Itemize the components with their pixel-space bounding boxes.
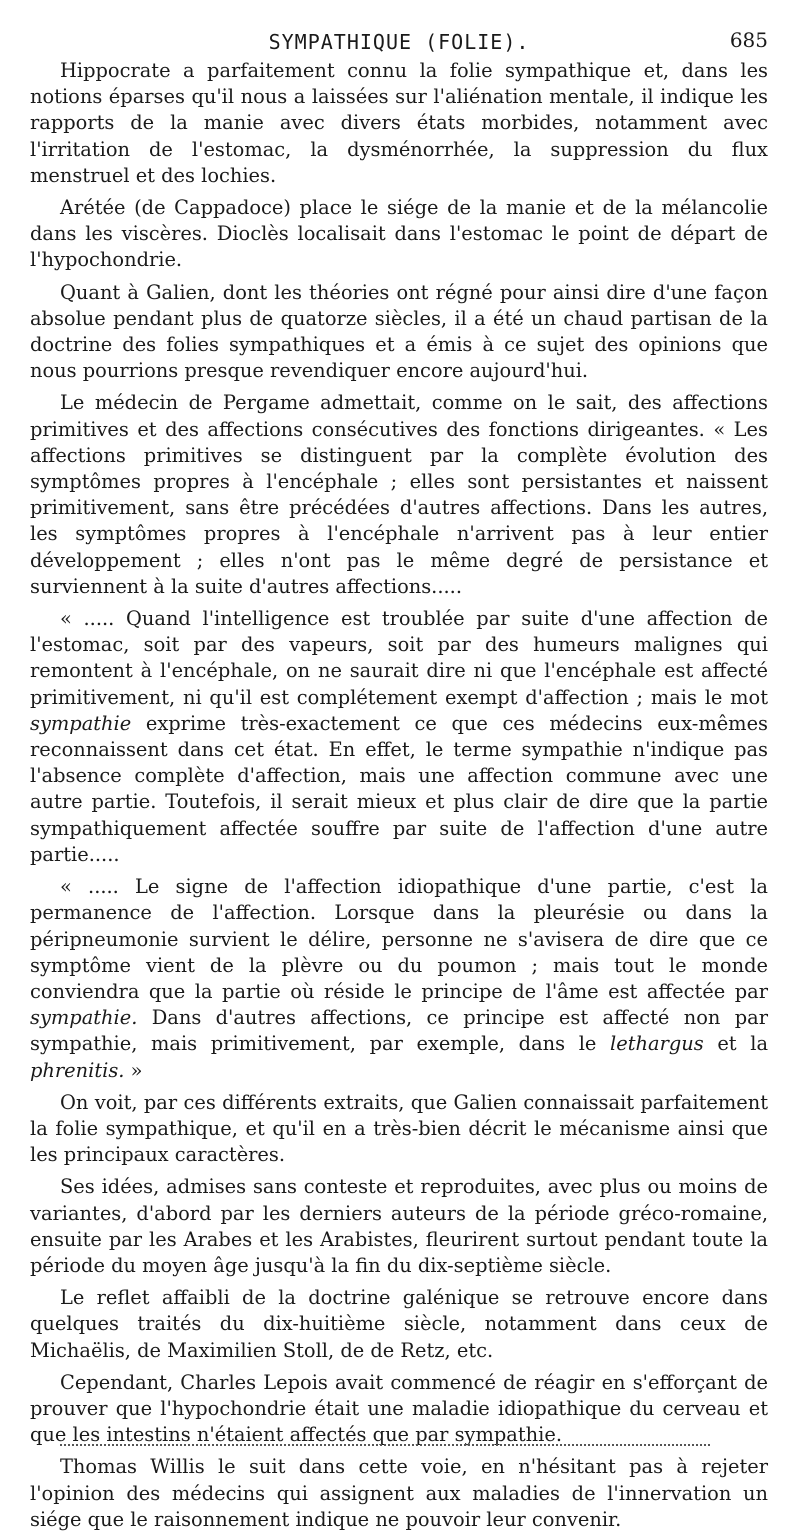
body-text (30, 58, 768, 1533)
paragraph-reflet: Le reflet affaibli de la doctrine galénique se retrouve encore dans quelques traités du dix-huitième siècle, notamment dans ceux de Michaëlis, de Maximilien Stoll, de de Retz, etc. (30, 1286, 768, 1362)
quote-text: « ..... Quand l'intelligence est troublée par suite d'une affection de l'estomac, soit par des vapeurs, soit par des humeurs malignes qui remontent à l'encéphale, on ne saurait dire ni que l'encéphale est affecté primitivement, ni qu'il est complétement exempt d'affection ; mais le mot (30, 607, 768, 709)
quote-text: et la (703, 1032, 768, 1056)
italic-term: lethargus (610, 1032, 704, 1056)
footer-dotted-rule (60, 1444, 710, 1446)
paragraph-willis: Thomas Willis le suit dans cette voie, en n'hésitant pas à rejeter l'opinion des médecins qui assignent aux maladies de l'innervation un siége que le raisonnement indique ne pouvoir leur convenir. (30, 1455, 768, 1531)
paragraph-lepois: Cependant, Charles Lepois avait commencé de réagir en s'efforçant de prouver que l'hypochondrie était une maladie idiopathique du cerveau et que les intestins n'étaient affectés que par sympathie. (30, 1370, 768, 1447)
paragraph-quote-signe (30, 874, 768, 1084)
paragraph-aretee: Arétée (de Cappadoce) place le siége de la manie et de la mélancolie dans les viscères. Dioclès localisait dans l'estomac le point de départ de l'hypochondrie. (30, 196, 768, 272)
quote-text: Dans d'autres affections, ce principe est affecté non par sympathie, mais primitivement, par exemple, dans le (30, 1006, 768, 1056)
paragraph-extraits: On voit, par ces différents extraits, que Galien connaissait parfaitement la folie sympathique, et qu'il en a très-bien décrit le mécanisme ainsi que les principaux caractères. (30, 1090, 768, 1167)
paragraph-galien: Quant à Galien, dont les théories ont régné pour ainsi dire d'une façon absolue pendant plus de quatorze siècles, il a été un chaud partisan de la doctrine des folies sympathiques et a émis à ce sujet des opinions que nous pourrions presque revendiquer encore aujourd'hui. (30, 280, 768, 383)
paragraph-hippocrate: Hippocrate a parfaitement connu la folie sympathique et, dans les notions éparses qu'il nous a laissées sur l'aliénation mentale, il indique les rapports de la manie avec divers états morbides, notamment avec l'irritation de l'estomac, la dysménorrhée, la suppression du flux menstruel et des lochies. (30, 59, 768, 187)
page-number: 685 (729, 28, 768, 52)
paragraph-idees: Ses idées, admises sans conteste et reproduites, avec plus ou moins de variantes, d'abord par les derniers auteurs de la période gréco-romaine, ensuite par les Arabes et les Arabistes, fleurirent surtout pendant toute la période du moyen âge jusqu'à la fin du dix-septième siècle. (30, 1175, 768, 1277)
italic-term: sympathie (30, 711, 132, 735)
quote-text: » (124, 1058, 143, 1082)
quote-text: « ..... Le signe de l'affection idiopathique d'une partie, c'est la permanence de l'affection. Lorsque dans la pleurésie ou dans la péripneumonie survient le délire, personne ne s'avisera de dire que ce symptôme vient de la plèvre ou du poumon ; mais tout le monde conviendra que la partie où réside le principe de l'âme est affectée par (30, 875, 768, 1003)
quote-text: exprime très-exactement ce que ces médecins eux-mêmes reconnaissent dans cet état. En effet, le terme sympathie n'indique pas l'absence complète d'affection, mais une affection commune avec une autre partie. Toutefois, il serait mieux et plus clair de dire que la partie sympathiquement affectée souffre par suite de l'affection d'une autre partie..... (30, 711, 768, 866)
italic-term: phrenitis. (30, 1058, 125, 1082)
running-title: SYMPATHIQUE (FOLIE). (268, 30, 530, 54)
paragraph-quote-intelligence (30, 606, 768, 868)
italic-term: sympathie. (30, 1006, 138, 1030)
book-page (30, 24, 768, 1533)
paragraph-pergame: Le médecin de Pergame admettait, comme on le sait, des affections primitives et des affections consécutives des fonctions dirigeantes. « Les affections primitives se distinguent par la complète évolution des symptômes propres à l'encéphale ; elles sont persistantes et naissent primitivement, sans être précédées d'autres affections. Dans les autres, les symptômes propres à l'encéphale n'arrivent pas à leur entier développement ; elles n'ont pas le même degré de persistance et surviennent à la suite d'autres affections..... (30, 391, 768, 598)
running-head (30, 24, 768, 58)
